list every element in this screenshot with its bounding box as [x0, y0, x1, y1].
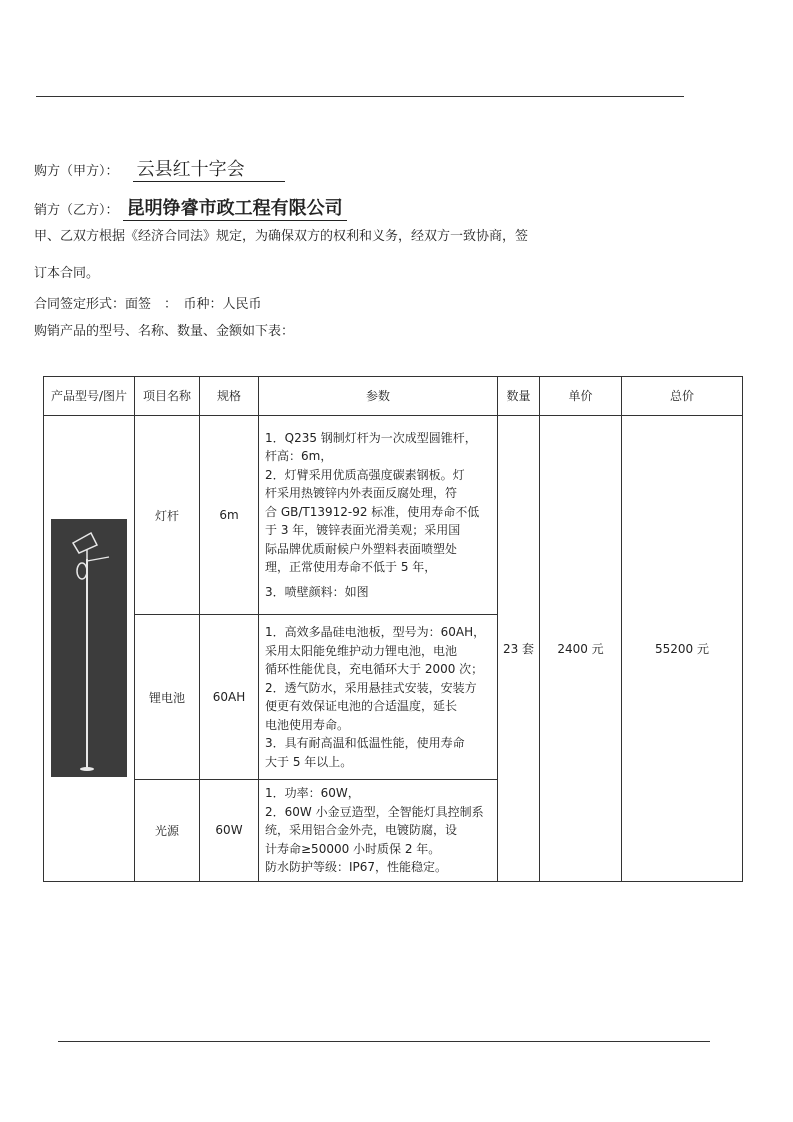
header-quantity: 数量	[498, 377, 540, 416]
param-line: 2．60W 小金豆造型，全智能灯具控制系	[265, 804, 484, 819]
params-cell	[259, 416, 498, 615]
header-spec: 规格	[200, 377, 259, 416]
seller-line	[34, 194, 347, 220]
param-line: 采用太阳能免维护动力锂电池，电池	[265, 643, 458, 658]
product-table	[43, 376, 743, 882]
param-line: 计寿命≥50000 小时质保 2 年。	[265, 841, 441, 856]
buyer-line	[34, 155, 285, 181]
item-name-cell: 光源	[135, 780, 200, 882]
total-price-cell: 55200 元	[622, 416, 743, 882]
header-model-image: 产品型号/图片	[44, 377, 135, 416]
param-line: 电池使用寿命。	[265, 717, 350, 732]
intro-line-1: 甲、乙双方根据《经济合同法》规定，为确保双方的权利和义务，经双方一致协商，签	[34, 229, 529, 244]
header-unit-price: 单价	[540, 377, 622, 416]
param-line: 3．喷壁颜料：如图	[265, 584, 369, 599]
param-line: 便更有效保证电池的合适温度，延长	[265, 699, 458, 713]
param-line: 3．具有耐高温和低温性能，使用寿命	[265, 736, 465, 750]
param-line: 防水防护等级：IP67，性能稳定。	[265, 860, 448, 874]
intro-line-2: 订本合同。	[34, 266, 100, 281]
item-name-cell: 锂电池	[135, 615, 200, 780]
quantity-cell: 23 套	[498, 416, 540, 882]
param-line: 1．Q235 钢制灯杆为一次成型圆锥杆，	[265, 430, 477, 445]
param-line: 2．灯臂采用优质高强度碳素钢板。灯	[265, 467, 465, 482]
param-line: 于 3 年，镀锌表面光滑美观；采用国	[265, 523, 461, 538]
solar-street-light-icon	[51, 519, 127, 777]
param-line: 杆采用热镀锌内外表面反腐处理，符	[265, 486, 458, 501]
table-row	[44, 416, 743, 615]
header-item-name: 项目名称	[135, 377, 200, 416]
header-total-price: 总价	[622, 377, 743, 416]
params-cell	[259, 615, 498, 780]
table-intro-line: 购销产品的型号、名称、数量、金额如下表：	[34, 324, 295, 339]
street-light-photo	[51, 519, 127, 777]
spec-cell: 60W	[200, 780, 259, 882]
param-line: 统，采用铝合金外壳，电镀防腐，设	[265, 823, 458, 837]
header-params: 参数	[259, 377, 498, 416]
param-line: 际品牌优质耐候户外塑料表面喷塑处	[265, 541, 458, 556]
unit-price-cell: 2400 元	[540, 416, 622, 882]
param-line: 2．透气防水，采用悬挂式安装，安装方	[265, 680, 477, 695]
param-line: 1．高效多晶硅电池板，型号为：60AH，	[265, 625, 486, 639]
table-header-row	[44, 377, 743, 416]
spec-cell: 60AH	[200, 615, 259, 780]
top-rule	[36, 96, 684, 97]
buyer-label: 购方（甲方）：	[34, 164, 119, 179]
param-line: 杆高：6m，	[265, 449, 333, 464]
spec-cell: 6m	[200, 416, 259, 615]
product-photo-cell	[44, 416, 135, 882]
seller-name: 昆明铮睿市政工程有限公司	[123, 198, 347, 221]
params-cell	[259, 780, 498, 882]
item-name-cell: 灯杆	[135, 416, 200, 615]
param-line: 循环性能优良，充电循环大于 2000 次；	[265, 662, 484, 676]
param-line: 合 GB/T13912-92 标准，使用寿命不低	[265, 504, 480, 519]
buyer-name: 云县红十字会	[133, 159, 285, 182]
param-line: 大于 5 年以上。	[265, 754, 353, 769]
sign-form-line: 合同签定形式：面签 ： 币种：人民币	[34, 297, 262, 312]
seller-label: 销方（乙方）：	[34, 203, 119, 218]
bottom-rule	[58, 1041, 710, 1042]
param-line: 1．功率：60W，	[265, 786, 360, 800]
param-line: 理，正常使用寿命不低于 5 年，	[265, 560, 437, 575]
